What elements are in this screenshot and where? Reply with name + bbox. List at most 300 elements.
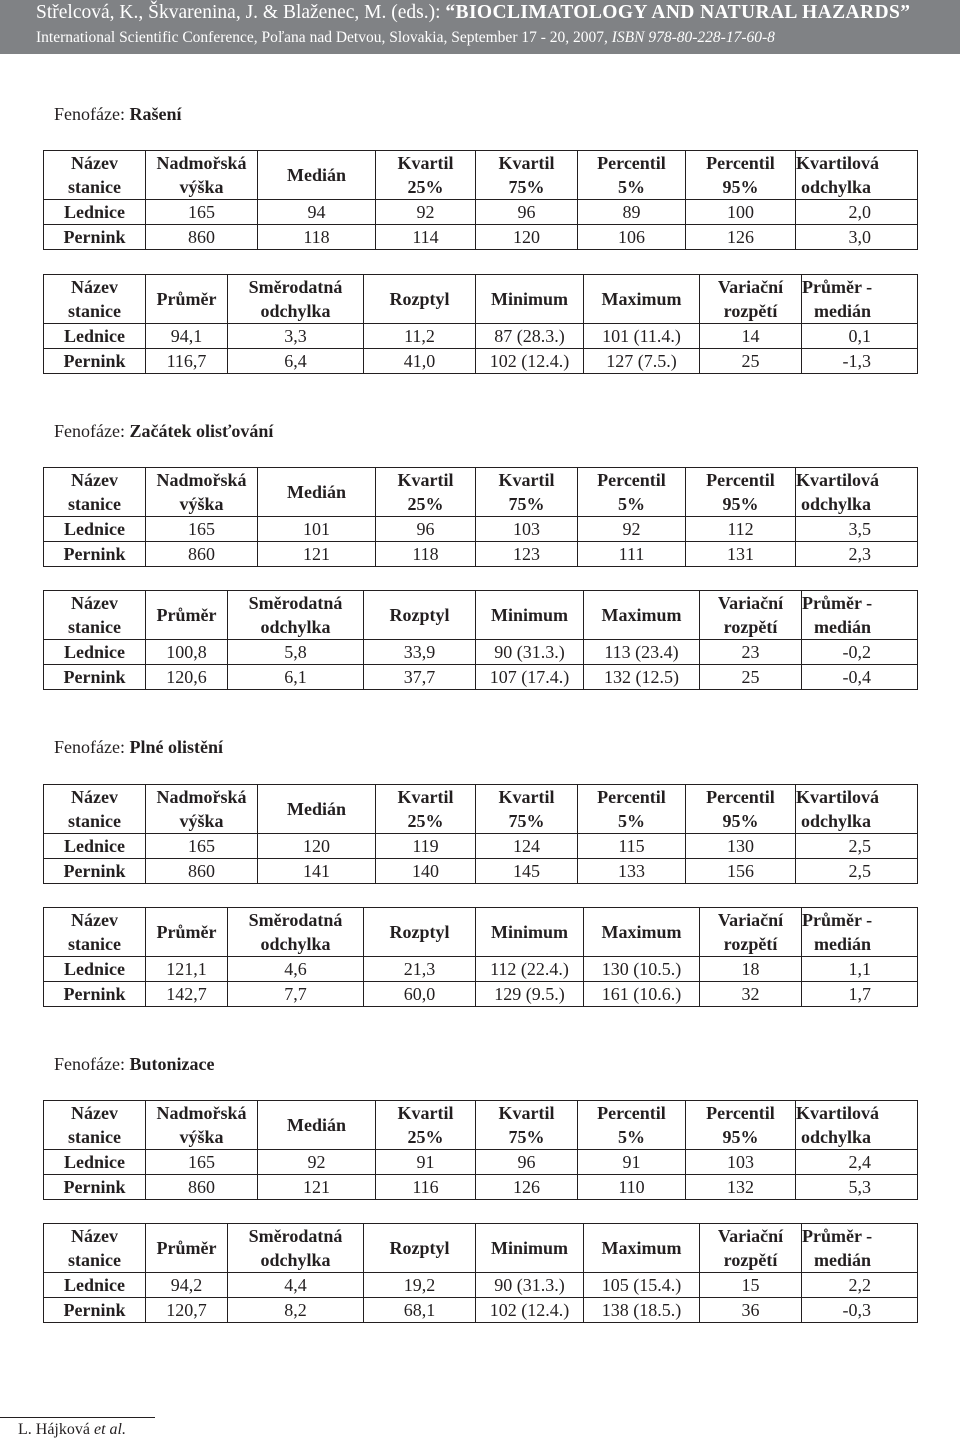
column-header-line2: 5% — [618, 1127, 645, 1147]
table-cell: 165 — [146, 834, 258, 859]
column-header — [376, 468, 476, 517]
table-cell: 18 — [700, 957, 802, 982]
table-cell: 131 — [686, 542, 796, 567]
column-header-line1: Rozptyl — [389, 1238, 450, 1258]
column-header — [796, 468, 918, 517]
column-header-line1: Kvartil — [397, 787, 454, 807]
column-header-line1: Minimum — [490, 1238, 568, 1258]
column-header-line1: Průměr - — [802, 910, 873, 930]
table-cell: -1,3 — [802, 349, 918, 374]
table-cell: 0,1 — [802, 324, 918, 349]
header-editors: Střelcová, K., Škvarenina, J. & Blaženec, M. (eds.): — [36, 2, 446, 23]
table-cell: 130 (10.5.) — [584, 957, 700, 982]
table-header-row — [44, 908, 918, 957]
column-header — [584, 1224, 700, 1273]
phase-label: Fenofáze: — [54, 421, 125, 441]
table-cell: 121,1 — [146, 957, 228, 982]
table-cell: 94,2 — [146, 1273, 228, 1298]
table-header-row — [44, 468, 918, 517]
column-header — [228, 1224, 364, 1273]
column-header-line1: Nadmořská — [156, 470, 247, 490]
column-header-line1: Kvartil — [397, 470, 454, 490]
column-header — [258, 468, 376, 517]
column-header-line2: stanice — [68, 301, 121, 321]
column-header — [364, 591, 476, 640]
phase-label: Fenofáze: — [54, 737, 125, 757]
table-row — [44, 517, 918, 542]
station-name-cell: Lednice — [44, 1150, 146, 1175]
column-header-line1: Variační — [717, 277, 784, 297]
column-header-line2: 75% — [508, 811, 545, 831]
column-header-line1: Percentil — [597, 153, 666, 173]
column-header-line1: Název — [71, 1226, 118, 1246]
stats-table — [43, 467, 918, 567]
table-cell: 114 — [376, 225, 476, 250]
table-cell: 25 — [700, 665, 802, 690]
table-cell: 118 — [258, 225, 376, 250]
column-header-line1: Název — [71, 277, 118, 297]
column-header-line1: Maximum — [601, 289, 682, 309]
table-cell: 37,7 — [364, 665, 476, 690]
column-header-line2: 75% — [508, 177, 545, 197]
table-cell: 115 — [578, 834, 686, 859]
column-header-line2: 25% — [407, 811, 444, 831]
column-header-line1: Kvartilová — [796, 787, 879, 807]
table-cell: 126 — [686, 225, 796, 250]
table-cell: 6,4 — [228, 349, 364, 374]
table-cell: 87 (28.3.) — [476, 324, 584, 349]
column-header-line2: 5% — [618, 494, 645, 514]
table-cell: 860 — [146, 542, 258, 567]
table-cell: 5,3 — [796, 1175, 918, 1200]
column-header — [376, 785, 476, 834]
phase-name: Začátek olisťování — [129, 421, 274, 441]
page-header — [0, 0, 960, 54]
column-header — [146, 785, 258, 834]
column-header-line1: Medián — [286, 799, 346, 819]
table-cell: 141 — [258, 859, 376, 884]
table-cell: 124 — [476, 834, 578, 859]
column-header — [802, 591, 918, 640]
column-header-line2: 95% — [722, 811, 759, 831]
column-header-line1: Medián — [286, 482, 346, 502]
column-header — [44, 1101, 146, 1150]
column-header-line2: medián — [813, 934, 871, 954]
phase-title — [54, 421, 273, 442]
table-cell: 145 — [476, 859, 578, 884]
table-cell: 91 — [376, 1150, 476, 1175]
table-cell: 111 — [578, 542, 686, 567]
column-header — [364, 908, 476, 957]
table-cell: 119 — [376, 834, 476, 859]
column-header — [578, 1101, 686, 1150]
column-header — [146, 468, 258, 517]
table-cell: 4,6 — [228, 957, 364, 982]
table-row — [44, 859, 918, 884]
station-name-cell: Pernink — [44, 542, 146, 567]
column-header — [376, 1101, 476, 1150]
table-cell: 1,7 — [802, 982, 918, 1007]
column-header-line2: 75% — [508, 1127, 545, 1147]
column-header-line2: rozpětí — [723, 1250, 778, 1270]
column-header — [364, 275, 476, 324]
column-header-line1: Minimum — [490, 922, 568, 942]
table-cell: 100,8 — [146, 640, 228, 665]
table-cell: 116,7 — [146, 349, 228, 374]
phase-name: Butonizace — [129, 1054, 215, 1074]
column-header-line1: Průměr — [156, 1238, 217, 1258]
table-cell: 100 — [686, 200, 796, 225]
table-cell: 2,4 — [796, 1150, 918, 1175]
column-header-line2: odchylka — [800, 1127, 871, 1147]
column-header-line2: odchylka — [800, 494, 871, 514]
column-header — [476, 908, 584, 957]
table-row — [44, 200, 918, 225]
table-cell: 120,6 — [146, 665, 228, 690]
column-header — [228, 908, 364, 957]
table-cell: 165 — [146, 517, 258, 542]
column-header-line1: Průměr - — [802, 277, 873, 297]
station-name-cell: Lednice — [44, 324, 146, 349]
table-row — [44, 640, 918, 665]
phase-label: Fenofáze: — [54, 1054, 125, 1074]
column-header-line1: Název — [71, 153, 118, 173]
table-cell: 133 — [578, 859, 686, 884]
table-cell: 860 — [146, 859, 258, 884]
column-header-line1: Percentil — [597, 787, 666, 807]
page-footer — [18, 1421, 126, 1439]
column-header — [802, 275, 918, 324]
column-header — [228, 591, 364, 640]
header-conference-text: International Scientific Conference, Poľana nad Detvou, Slovakia, September 17 - 20, 2007, — [36, 29, 612, 46]
column-header — [700, 1224, 802, 1273]
column-header-line1: Percentil — [706, 787, 775, 807]
table-cell: 2,2 — [802, 1273, 918, 1298]
column-header — [802, 1224, 918, 1273]
table-cell: 103 — [476, 517, 578, 542]
column-header-line2: 95% — [722, 177, 759, 197]
table-row — [44, 225, 918, 250]
column-header — [258, 785, 376, 834]
stats-table — [43, 1100, 918, 1200]
phase-title — [54, 1054, 214, 1075]
column-header-line2: 25% — [407, 1127, 444, 1147]
column-header-line1: Směrodatná — [248, 277, 343, 297]
table-cell: 32 — [700, 982, 802, 1007]
column-header-line1: Průměr — [156, 289, 217, 309]
table-row — [44, 542, 918, 567]
table-cell: -0,3 — [802, 1298, 918, 1323]
column-header-line1: Kvartil — [498, 787, 555, 807]
descriptive-stats-table — [43, 1223, 918, 1323]
column-header-line1: Kvartilová — [796, 1103, 879, 1123]
column-header-line2: výška — [179, 1127, 224, 1147]
column-header-line2: výška — [179, 494, 224, 514]
table-cell: 107 (17.4.) — [476, 665, 584, 690]
table-cell: 101 (11.4.) — [584, 324, 700, 349]
column-header-line1: Rozptyl — [389, 289, 450, 309]
column-header-line2: 25% — [407, 494, 444, 514]
table-row — [44, 982, 918, 1007]
table-cell: 118 — [376, 542, 476, 567]
table-row — [44, 1150, 918, 1175]
table-row — [44, 1273, 918, 1298]
column-header-line2: 5% — [618, 177, 645, 197]
footer-author: L. Hájková — [18, 1421, 94, 1438]
column-header-line1: Název — [71, 593, 118, 613]
table-cell: 120 — [476, 225, 578, 250]
column-header-line1: Název — [71, 1103, 118, 1123]
column-header-line2: 95% — [722, 494, 759, 514]
column-header — [476, 151, 578, 200]
table-cell: 8,2 — [228, 1298, 364, 1323]
column-header — [476, 591, 584, 640]
station-name-cell: Pernink — [44, 859, 146, 884]
table-cell: 142,7 — [146, 982, 228, 1007]
column-header — [146, 591, 228, 640]
column-header — [228, 275, 364, 324]
column-header — [44, 908, 146, 957]
column-header — [146, 1224, 228, 1273]
footer-rule — [0, 1417, 155, 1418]
column-header-line1: Variační — [717, 593, 784, 613]
table-cell: 130 — [686, 834, 796, 859]
column-header-line1: Percentil — [706, 153, 775, 173]
table-cell: 41,0 — [364, 349, 476, 374]
column-header-line1: Kvartilová — [796, 153, 879, 173]
table-cell: 2,0 — [796, 200, 918, 225]
table-cell: 860 — [146, 1175, 258, 1200]
descriptive-stats-table — [43, 907, 918, 1007]
table-cell: 5,8 — [228, 640, 364, 665]
phase-title — [54, 104, 181, 125]
table-cell: 15 — [700, 1273, 802, 1298]
header-isbn: ISBN 978-80-228-17-60-8 — [611, 29, 775, 46]
column-header — [44, 785, 146, 834]
column-header-line1: Rozptyl — [389, 922, 450, 942]
column-header-line1: Kvartil — [498, 1103, 555, 1123]
table-header-row — [44, 1224, 918, 1273]
column-header-line1: Medián — [286, 1115, 346, 1135]
column-header-line2: rozpětí — [723, 617, 778, 637]
stats-table — [43, 784, 918, 884]
column-header — [578, 468, 686, 517]
table-cell: 126 — [476, 1175, 578, 1200]
table-cell: 101 — [258, 517, 376, 542]
column-header-line1: Kvartil — [397, 153, 454, 173]
column-header-line1: Maximum — [601, 605, 682, 625]
table-cell: 1,1 — [802, 957, 918, 982]
station-name-cell: Lednice — [44, 834, 146, 859]
column-header-line2: stanice — [68, 934, 121, 954]
station-name-cell: Pernink — [44, 665, 146, 690]
column-header-line1: Percentil — [597, 470, 666, 490]
column-header-line2: 75% — [508, 494, 545, 514]
table-cell: 123 — [476, 542, 578, 567]
column-header-line2: odchylka — [800, 177, 871, 197]
column-header-line1: Percentil — [597, 1103, 666, 1123]
column-header-line2: stanice — [68, 177, 121, 197]
table-row — [44, 1298, 918, 1323]
column-header — [796, 151, 918, 200]
table-row — [44, 349, 918, 374]
column-header — [584, 591, 700, 640]
column-header-line2: rozpětí — [723, 934, 778, 954]
column-header-line2: odchylka — [260, 934, 331, 954]
table-row — [44, 834, 918, 859]
descriptive-stats-table — [43, 590, 918, 690]
column-header — [476, 468, 578, 517]
table-cell: 113 (23.4) — [584, 640, 700, 665]
table-cell: 96 — [476, 1150, 578, 1175]
column-header-line2: medián — [813, 617, 871, 637]
station-name-cell: Lednice — [44, 517, 146, 542]
column-header-line1: Variační — [717, 910, 784, 930]
column-header-line1: Průměr — [156, 922, 217, 942]
table-cell: 112 (22.4.) — [476, 957, 584, 982]
column-header-line1: Název — [71, 470, 118, 490]
table-row — [44, 957, 918, 982]
column-header — [802, 908, 918, 957]
column-header — [258, 1101, 376, 1150]
column-header-line1: Směrodatná — [248, 593, 343, 613]
station-name-cell: Pernink — [44, 349, 146, 374]
table-cell: 103 — [686, 1150, 796, 1175]
footer-etal: et al. — [93, 1421, 126, 1438]
column-header — [796, 785, 918, 834]
table-header-row — [44, 151, 918, 200]
table-row — [44, 665, 918, 690]
column-header-line2: výška — [179, 811, 224, 831]
table-cell: 161 (10.6.) — [584, 982, 700, 1007]
table-cell: 68,1 — [364, 1298, 476, 1323]
column-header — [476, 275, 584, 324]
phase-label: Fenofáze: — [54, 104, 125, 124]
column-header-line1: Nadmořská — [156, 1103, 247, 1123]
phase-name: Rašení — [129, 104, 182, 124]
column-header-line1: Percentil — [706, 1103, 775, 1123]
table-cell: 138 (18.5.) — [584, 1298, 700, 1323]
column-header-line1: Průměr - — [802, 1226, 873, 1246]
column-header-line2: stanice — [68, 811, 121, 831]
table-cell: 2,5 — [796, 859, 918, 884]
table-header-row — [44, 785, 918, 834]
table-cell: -0,2 — [802, 640, 918, 665]
station-name-cell: Lednice — [44, 1273, 146, 1298]
table-cell: 3,3 — [228, 324, 364, 349]
column-header — [700, 591, 802, 640]
table-cell: 132 — [686, 1175, 796, 1200]
table-cell: 19,2 — [364, 1273, 476, 1298]
column-header-line1: Nadmořská — [156, 787, 247, 807]
table-cell: 116 — [376, 1175, 476, 1200]
column-header-line2: stanice — [68, 1250, 121, 1270]
column-header-line1: Minimum — [490, 289, 568, 309]
table-cell: 91 — [578, 1150, 686, 1175]
table-cell: 36 — [700, 1298, 802, 1323]
table-cell: 4,4 — [228, 1273, 364, 1298]
column-header-line1: Maximum — [601, 1238, 682, 1258]
table-cell: 105 (15.4.) — [584, 1273, 700, 1298]
column-header-line2: 5% — [618, 811, 645, 831]
table-cell: 6,1 — [228, 665, 364, 690]
column-header — [364, 1224, 476, 1273]
column-header-line2: odchylka — [260, 301, 331, 321]
table-cell: 2,5 — [796, 834, 918, 859]
station-name-cell: Lednice — [44, 640, 146, 665]
table-cell: 94 — [258, 200, 376, 225]
column-header-line1: Směrodatná — [248, 1226, 343, 1246]
column-header-line2: medián — [813, 301, 871, 321]
column-header — [700, 275, 802, 324]
header-conference — [36, 29, 775, 47]
column-header-line1: Nadmořská — [156, 153, 247, 173]
column-header — [796, 1101, 918, 1150]
table-cell: 165 — [146, 1150, 258, 1175]
table-cell: 96 — [376, 517, 476, 542]
column-header — [258, 151, 376, 200]
column-header — [44, 151, 146, 200]
table-cell: 92 — [258, 1150, 376, 1175]
column-header — [146, 908, 228, 957]
column-header-line1: Maximum — [601, 922, 682, 942]
column-header — [700, 908, 802, 957]
station-name-cell: Pernink — [44, 225, 146, 250]
column-header — [44, 468, 146, 517]
table-cell: 25 — [700, 349, 802, 374]
column-header — [578, 785, 686, 834]
column-header-line2: výška — [179, 177, 224, 197]
column-header-line1: Název — [71, 910, 118, 930]
column-header-line2: medián — [813, 1250, 871, 1270]
column-header-line1: Minimum — [490, 605, 568, 625]
table-cell: 92 — [578, 517, 686, 542]
column-header — [686, 1101, 796, 1150]
table-cell: 129 (9.5.) — [476, 982, 584, 1007]
station-name-cell: Pernink — [44, 982, 146, 1007]
column-header-line1: Průměr — [156, 605, 217, 625]
column-header-line1: Směrodatná — [248, 910, 343, 930]
table-header-row — [44, 1101, 918, 1150]
column-header-line1: Variační — [717, 1226, 784, 1246]
table-cell: 120 — [258, 834, 376, 859]
column-header — [376, 151, 476, 200]
station-name-cell: Pernink — [44, 1175, 146, 1200]
station-name-cell: Lednice — [44, 957, 146, 982]
stats-table — [43, 150, 918, 250]
column-header — [476, 1224, 584, 1273]
column-header — [44, 1224, 146, 1273]
header-book-title: “BIOCLIMATOLOGY AND NATURAL HAZARDS” — [445, 2, 911, 23]
table-cell: 7,7 — [228, 982, 364, 1007]
column-header-line1: Kvartil — [498, 470, 555, 490]
column-header — [584, 275, 700, 324]
table-row — [44, 324, 918, 349]
column-header-line2: stanice — [68, 1127, 121, 1147]
column-header-line1: Rozptyl — [389, 605, 450, 625]
column-header-line2: odchylka — [800, 811, 871, 831]
descriptive-stats-table — [43, 274, 918, 374]
phase-title — [54, 737, 223, 758]
header-citation — [36, 2, 910, 24]
column-header-line1: Název — [71, 787, 118, 807]
column-header-line2: 95% — [722, 1127, 759, 1147]
column-header-line1: Kvartil — [498, 153, 555, 173]
table-cell: -0,4 — [802, 665, 918, 690]
column-header-line1: Kvartilová — [796, 470, 879, 490]
table-cell: 23 — [700, 640, 802, 665]
table-cell: 110 — [578, 1175, 686, 1200]
